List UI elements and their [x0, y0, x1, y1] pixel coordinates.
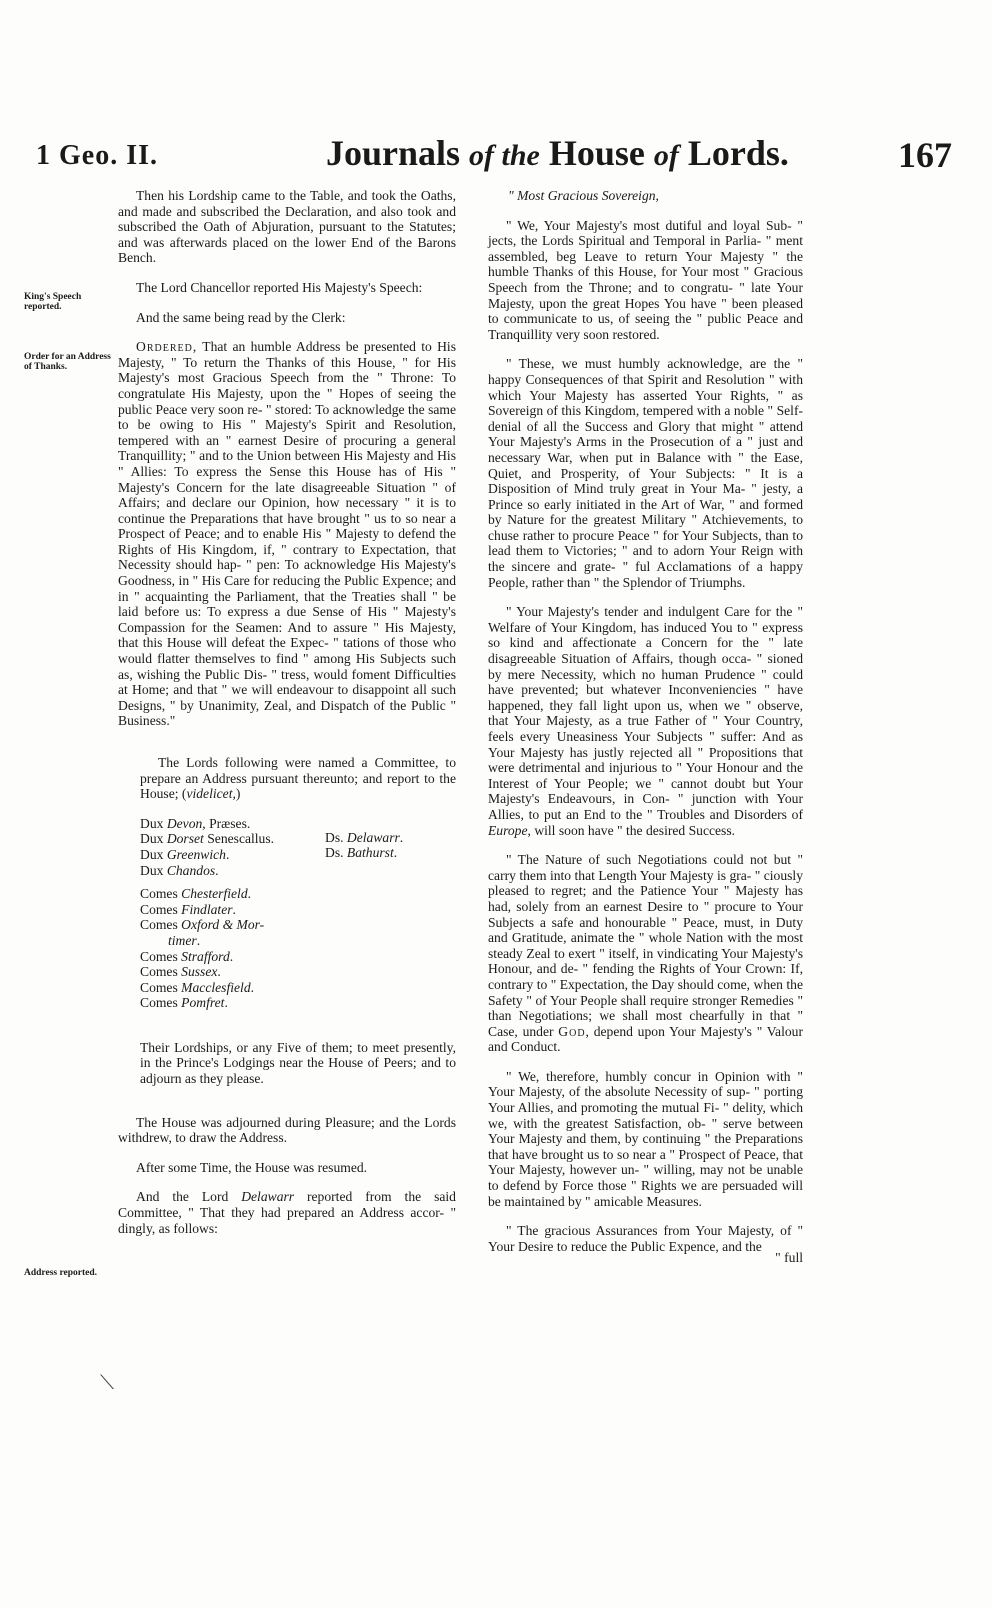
member-name: timer	[168, 932, 197, 948]
committee-member	[140, 964, 310, 980]
member-rank: Comes	[140, 917, 182, 933]
member-suffix: .	[224, 995, 228, 1011]
address-paragraph-6: " The gracious Assurances from Your Majesty, of " Your Desire to reduce the Public Expence, and the	[488, 1223, 803, 1254]
member-rank: Dux	[140, 831, 167, 847]
salutation-text: " Most Gracious Sovereign,	[508, 188, 659, 203]
committee-videlicet: videlicet,	[186, 786, 236, 802]
committee-member	[140, 995, 310, 1011]
member-rank: Ds.	[325, 829, 347, 845]
committee-intro-close: )	[235, 786, 241, 802]
paragraph-adjourned: The House was adjourned during Pleasure; and the Lords withdrew, to draw the Address.	[118, 1114, 456, 1146]
committee-member	[140, 902, 310, 918]
title-house: House	[548, 133, 645, 173]
member-name: Oxford & Mor-	[181, 917, 265, 933]
paragraph-resolution: Their Lordships, or any Five of them; to meet presently, in the Prince's Lodgings near the House of Peers; and to adjourn as they please.	[140, 1039, 456, 1086]
left-column	[118, 188, 456, 1250]
committee-member	[140, 980, 310, 996]
committee-members-right	[325, 830, 445, 861]
member-name: Chandos	[166, 862, 216, 878]
address-paragraph-4	[488, 852, 803, 1055]
committee-member	[140, 917, 310, 933]
member-suffix: .	[232, 901, 236, 917]
member-rank: Comes	[140, 886, 182, 902]
stray-mark: ⟍	[100, 1372, 114, 1394]
margin-note-speech: King's Speech reported.	[24, 292, 82, 312]
member-suffix: .	[196, 932, 201, 948]
member-rank: Comes	[140, 979, 182, 995]
member-name: Strafford	[181, 948, 230, 964]
committee-member	[140, 886, 310, 902]
member-rank: Dux	[140, 815, 167, 831]
member-suffix: Senescallus.	[203, 831, 275, 847]
address-salutation	[488, 188, 803, 204]
member-rank: Comes	[140, 901, 182, 917]
member-name: Bathurst	[346, 845, 394, 861]
committee-list	[140, 816, 456, 1016]
member-name: Macclesfield	[181, 979, 251, 995]
committee-member	[140, 949, 310, 965]
page-number: 167	[898, 135, 952, 175]
member-rank: Comes	[140, 948, 182, 964]
member-name: Devon	[166, 815, 203, 831]
member-suffix: .	[225, 846, 230, 862]
address-p3-text-b: , will soon have " the desired Success.	[527, 822, 736, 838]
paragraph-address-reported	[118, 1189, 456, 1236]
paragraph-oaths: Then his Lordship came to the Table, and took the Oaths, and made and subscribed the Declaration, and also took and subscribed the Oath of Abjuration, pursuant to the Statutes; and was afterwards placed on the lower End of the Barons Bench.	[118, 188, 456, 266]
reported-text-b: reported from the said Committee, " That they had prepared an Address accor- " dingly, as follows:	[118, 1189, 456, 1236]
member-suffix: .	[399, 829, 404, 845]
address-p3-text-a: " Your Majesty's tender and indulgent Care for the " Welfare of Your Kingdom, has induced You to " express so kind and affectionate a Concern for the " late disagreeable Situation of Affairs, though occa- " sioned by mere Necessity, which no human Prudence " could have prevented; but whatever Inconveniencies " have happened, they fall light upon us, when we " observe, that Your Majesty, as a true Father of " Your Country, feels every Uneasiness Your Subjects " suffer: And as Your Majesty has justly rejected all " Propositions that were detrimental and injurious to " Your Honour and the Interest of Your People; we " cannot doubt but Your Majesty's Endeavours, in Con- " junction with Your Allies, to put an End to the " Troubles and Disorders of	[488, 604, 803, 822]
reported-name: Delawarr	[241, 1189, 295, 1205]
paragraph-resumed: After some Time, the House was resumed.	[136, 1159, 368, 1175]
margin-note-order: Order for an Address of Thanks.	[24, 352, 111, 372]
member-name: Sussex	[181, 964, 218, 980]
member-name: Dorset	[166, 831, 204, 847]
margin-note-address: Address reported.	[24, 1268, 98, 1278]
address-p4-text-a: " The Nature of such Negotiations could not but " carry them into that Length Your Majesty is gra- " ciously pleased to regret; and the Patience Your " Majesty has had, solely from an earnest Desire to " procure to Your Subjects a safe and honourable " Peace, must, in Duty and Gratitude, animate the " whole Nation with the most steady Zeal to exert " itself, in vindicating Your Majesty's Honour, and de- " fending the Rights of Your Crown: If, contrary to " Expectation, the Day should come, when the Safety " of Your People shall require stronger Remedies " than Negotiations; we shall most chearfully in that " Case, under	[488, 852, 803, 1039]
member-name: Chesterfield	[181, 886, 248, 902]
committee-member	[140, 933, 310, 949]
title-of: of	[653, 139, 679, 172]
committee-members-left	[140, 816, 310, 1011]
address-p3-europe: Europe	[488, 822, 528, 838]
address-paragraph-3	[488, 604, 803, 838]
page-header	[36, 128, 960, 180]
committee-member	[325, 830, 445, 846]
member-rank: Dux	[140, 846, 167, 862]
title-lords: Lords.	[687, 133, 789, 173]
committee-member	[140, 847, 310, 863]
member-suffix: .	[217, 964, 221, 980]
address-p4-text-b: , depend upon Your Majesty's " Valour and Conduct.	[488, 1023, 803, 1055]
catchword: " full	[775, 1250, 803, 1266]
committee-member	[140, 831, 310, 847]
member-rank: Ds.	[325, 845, 347, 861]
member-rank: Comes	[140, 964, 182, 980]
ordered-text: That an humble Address be presented to His Majesty, " To return the Thanks of this House, " for His Majesty's most Gracious Speech from the " Throne: To congratulate His Majesty, upon the " Hopes of seeing the public Peace very soon re- " stored: To acknowledge the same to be owing to His " Majesty's Spirit and Resolution, tempered with an " earnest Desire of procuring a general Tranquillity; " and to the Union between His Majesty and His " Allies: To express the Sense this House has of His " Majesty's Concern for the late disagreeable Situation " of Affairs; and declare our Opinion, how necessary " it is to continue the Preparations that have brought " us to so near a Prospect of Peace; and to enable His " Majesty to defend the Rights of His Kingdom, if, " contrary to Expectation, that Necessity should hap- " pen: To acknowledge His Majesty's Goodness, in " His Care for reducing the Public Expence; and in " acquainting the Parliament, that the Treaties shall " be laid before us: To express a due Sense of His " Majesty's Compassion for the Seamen: And to assure " His Majesty, that this House will defeat the Expec- " tations of those who would flatter themselves to find " among His Subjects such as, wishing the Public Dis- " tress, would foment Difficulties at Home; and that " we will endeavour to disappoint all such Designs, " by Unanimity, Zeal, and Dispatch of the Public " Business."	[118, 339, 456, 729]
member-name: Pomfret	[181, 995, 225, 1011]
paragraph-ordered	[118, 339, 456, 729]
paragraph-read-by-clerk: And the same being read by the Clerk:	[136, 309, 346, 325]
member-suffix: .	[393, 845, 398, 861]
address-paragraph-1: " We, Your Majesty's most dutiful and loyal Sub- " jects, the Lords Spiritual and Temporal in Parlia- " ment assembled, beg Leave to return Your Majesty " the humble Thanks of this House, for Your most " Gracious Speech from the Throne; and to congratu- " late Your Majesty, upon the great Hopes You have " been pleased to communicate to us, of seeing the " public Peace and Tranquillity very soon restored.	[488, 217, 803, 342]
committee-intro-text: The Lords following were named a Committee, to prepare an Address pursuant thereunto; and report to the House; (	[140, 755, 456, 802]
paragraph-speech-reported: The Lord Chancellor reported His Majesty's Speech:	[136, 279, 423, 295]
running-title	[326, 132, 789, 174]
committee-member	[140, 863, 310, 879]
regnal-year: 1 Geo. II.	[36, 140, 158, 171]
member-suffix: .	[215, 862, 219, 878]
title-journals: Journals	[326, 133, 461, 173]
address-paragraph-2: " These, we must humbly acknowledge, are the " happy Consequences of that Spirit and Resolution " with which Your Majesty has asserted Your Rights, " as Sovereign of this Kingdom, tempered with a noble " Self-denial of all the Success and Glory that might " attend Your Majesty's Arms in the Prosecution of a " just and necessary War, when put in Balance with " the Ease, Quiet, and Prosperity, of Your Subjects: " It is a Disposition of Mind truly great in Your Ma- " jesty, a Prince so early initiated in the Art of War, " and formed by Nature for the greatest Military " Atchievements, to chuse rather to procure Peace " for Your Subjects, than to lead them to Victories; " and to adorn Your Reign with the sincere and grate- " ful Acclamations of a happy People, rather than " the Splendor of Triumphs.	[488, 356, 803, 590]
member-suffix: , Præses.	[202, 815, 251, 831]
member-name: Greenwich	[166, 846, 226, 862]
reported-text-a: And the Lord	[136, 1189, 229, 1205]
title-of-the: of the	[469, 139, 540, 172]
member-rank: Comes	[140, 995, 182, 1011]
committee-member	[325, 845, 445, 861]
member-suffix: .	[250, 979, 255, 995]
committee-gap	[140, 878, 310, 886]
member-name: Findlater	[181, 901, 233, 917]
address-p4-god: God	[558, 1023, 586, 1039]
member-name: Delawarr	[346, 829, 400, 845]
right-column	[488, 188, 803, 1266]
paragraph-committee-intro	[140, 755, 456, 802]
member-rank: Dux	[140, 862, 167, 878]
address-paragraph-5: " We, therefore, humbly concur in Opinion with " Your Majesty, of the absolute Necessity of sup- " porting Your Allies, and promoting the mutual Fi- " delity, which we, with the greatest Satisfaction, ob- " serve between Your Majesty and them, by continuing " the Preparations that have brought us to so near a " Prospect of Peace, that Your Majesty, however un- " willing, may not be unable to defend by Force those " Rights we are persuaded will be maintained by " amicable Measures.	[488, 1068, 803, 1209]
member-suffix: .	[229, 948, 234, 964]
ordered-word: Ordered,	[136, 339, 198, 355]
member-suffix: .	[247, 886, 252, 902]
committee-member	[140, 816, 310, 832]
